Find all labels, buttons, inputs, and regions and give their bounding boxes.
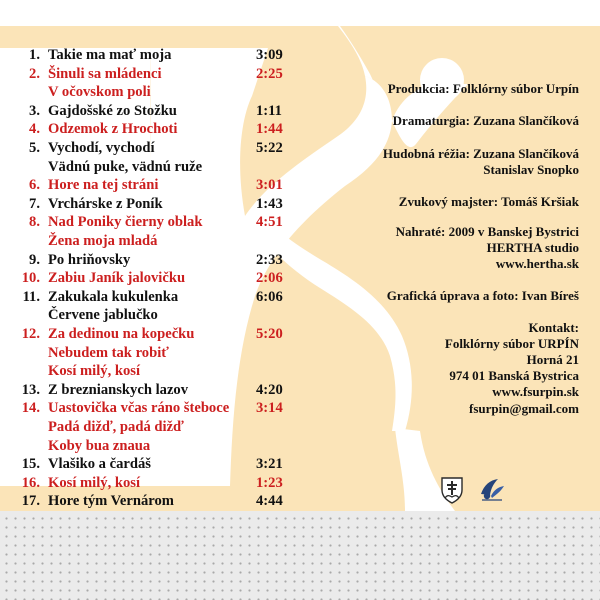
track-title: Hore na tej stráni <box>48 177 159 194</box>
track-title: Vlašiko a čardáš <box>48 456 151 473</box>
track-subtitle: Padá dižď, padá dižď <box>48 419 184 435</box>
track-number: 17. <box>21 493 40 510</box>
track-subtitle: Kosí milý, kosí <box>48 363 141 380</box>
track-duration: 1:44 <box>256 121 283 138</box>
track-duration: 6:06 <box>256 288 283 305</box>
track-row <box>0 288 300 306</box>
track-title: Po hriňovsky <box>48 251 131 268</box>
track-number: 4. <box>29 121 40 138</box>
track-duration: 2:06 <box>256 270 283 287</box>
track-title: Gajdošské zo Stožku <box>48 102 177 119</box>
track-duration: 2:25 <box>256 65 283 82</box>
track-number: 3. <box>29 102 40 119</box>
track-row <box>0 269 300 287</box>
track-row <box>0 213 300 231</box>
track-row <box>0 195 300 213</box>
track-number: 5. <box>29 140 40 156</box>
track-number: 14. <box>21 400 40 417</box>
track-subtitle: V očovskom poli <box>48 84 151 101</box>
track-duration: 5:20 <box>256 326 283 342</box>
dotted-background <box>0 511 600 600</box>
track-row <box>0 139 300 157</box>
track-duration: 2:33 <box>256 251 283 268</box>
track-row <box>0 251 300 269</box>
track-duration: 4:20 <box>256 381 283 398</box>
studio-name: HERTHA studio <box>486 240 579 255</box>
track-number: 6. <box>29 177 40 194</box>
track-number: 1. <box>29 47 40 63</box>
track-number: 7. <box>29 195 40 212</box>
track-number: 11. <box>22 288 40 305</box>
contact-city: 974 01 Banská Bystrica <box>449 368 579 383</box>
track-duration: 3:21 <box>256 456 283 473</box>
track-title: Vychodí, vychodí <box>48 140 155 156</box>
track-row <box>0 120 300 138</box>
track-subtitle: Červene jablučko <box>48 307 158 324</box>
track-row <box>0 455 300 473</box>
dramaturgy-credit: Dramaturgia: Zuzana Slančíková <box>392 113 579 128</box>
recorded-credit: Nahraté: 2009 v Banskej Bystrici <box>395 224 579 239</box>
track-row <box>0 65 300 83</box>
track-row <box>0 492 300 510</box>
contact-heading: Kontakt: <box>528 320 579 335</box>
track-row <box>0 381 300 399</box>
track-title: Zakukala kukulenka <box>48 288 179 305</box>
track-duration: 1:23 <box>256 474 283 491</box>
ministry-emblem-icon <box>478 476 506 502</box>
track-number: 9. <box>29 251 40 268</box>
track-number: 16. <box>21 474 40 491</box>
track-number: 12. <box>21 326 40 342</box>
track-duration: 1:43 <box>256 195 283 212</box>
track-duration: 3:14 <box>256 400 283 417</box>
track-subtitle: Žena moja mladá <box>48 233 158 249</box>
graphics-credit: Grafická úprava a foto: Ivan Bíreš <box>386 288 579 303</box>
track-duration: 5:22 <box>256 140 283 156</box>
track-number: 2. <box>29 65 40 82</box>
track-title: Zabiu Janík jalovičku <box>48 270 186 287</box>
track-duration: 4:51 <box>256 214 283 231</box>
contact-website: www.fsurpin.sk <box>492 384 579 399</box>
track-duration: 3:09 <box>256 47 283 63</box>
track-duration: 4:44 <box>256 493 283 510</box>
track-title: Za dedinou na kopečku <box>48 326 195 342</box>
slovak-coat-of-arms-icon <box>440 476 464 504</box>
track-title: Z breznianskych lazov <box>48 381 189 398</box>
track-duration: 3:01 <box>256 177 283 194</box>
track-row <box>0 46 300 64</box>
music-direction-credit-2: Stanislav Snopko <box>483 162 579 177</box>
track-subtitle: Vädnú puke, vädnú ruže <box>48 158 203 175</box>
track-subtitle: Nebudem tak robiť <box>48 344 169 361</box>
track-title: Vrchárske z Poník <box>48 195 163 212</box>
production-credit: Produkcia: Folklórny súbor Urpín <box>387 81 579 96</box>
contact-name: Folklórny súbor URPÍN <box>444 336 579 351</box>
sound-engineer-credit: Zvukový majster: Tomáš Kršiak <box>398 194 579 209</box>
track-title: Nad Poniky čierny oblak <box>48 214 203 231</box>
track-row <box>0 474 300 492</box>
track-row <box>0 325 300 343</box>
contact-email: fsurpin@gmail.com <box>469 401 579 416</box>
track-subtitle: Koby bua znaua <box>48 437 151 454</box>
track-title: Takie ma mať moja <box>48 47 172 63</box>
track-row <box>0 399 300 417</box>
track-title: Uastovička včas ráno šteboce <box>48 400 230 417</box>
track-duration: 1:11 <box>256 102 282 119</box>
contact-street: Horná 21 <box>526 352 579 367</box>
studio-website: www.hertha.sk <box>495 256 579 271</box>
track-number: 13. <box>21 381 40 398</box>
track-number: 15. <box>21 456 40 473</box>
music-direction-credit: Hudobná réžia: Zuzana Slančíková <box>382 146 579 161</box>
track-number: 8. <box>29 214 40 231</box>
track-number: 10. <box>21 270 40 287</box>
track-row <box>0 176 300 194</box>
track-title: Kosí milý, kosí <box>48 474 141 491</box>
track-row <box>0 102 300 120</box>
track-title: Odzemok z Hrochoti <box>48 121 178 138</box>
track-title: Hore tým Vernárom <box>48 493 174 510</box>
track-title: Šinuli sa mládenci <box>48 65 162 82</box>
